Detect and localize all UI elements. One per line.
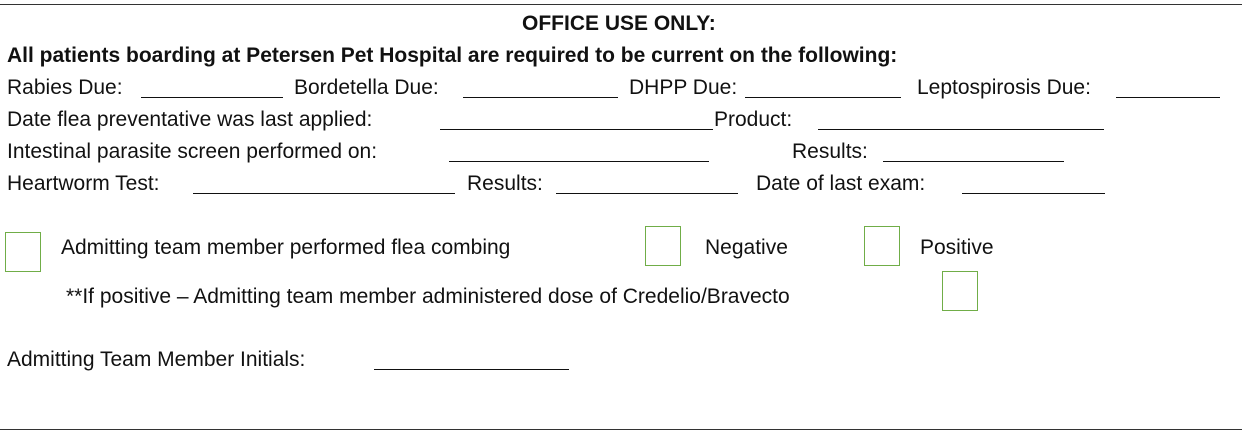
last-exam-label: Date of last exam: [756, 172, 926, 195]
initials-field[interactable] [374, 369, 569, 370]
parasite-results-label: Results: [792, 140, 868, 163]
parasite-results-field[interactable] [883, 161, 1064, 162]
top-border [0, 4, 1242, 5]
dhpp-due-field[interactable] [745, 97, 901, 98]
heartworm-results-label: Results: [467, 172, 543, 195]
flea-date-field[interactable] [440, 129, 713, 130]
bottom-border [0, 429, 1242, 430]
rabies-due-field[interactable] [141, 97, 283, 98]
flea-combing-label: Admitting team member performed flea combing [61, 236, 511, 259]
last-exam-field[interactable] [962, 193, 1105, 194]
flea-date-label: Date flea preventative was last applied: [7, 108, 373, 131]
dhpp-label: DHPP Due: [629, 76, 738, 99]
negative-label: Negative [705, 236, 788, 259]
flea-combing-checkbox[interactable] [5, 232, 41, 272]
positive-checkbox[interactable] [864, 226, 900, 266]
parasite-screen-field[interactable] [449, 161, 709, 162]
bordetella-label: Bordetella Due: [294, 76, 439, 99]
rabies-label: Rabies Due: [7, 76, 123, 99]
initials-label: Admitting Team Member Initials: [7, 348, 306, 371]
dose-administered-checkbox[interactable] [942, 271, 978, 311]
parasite-screen-label: Intestinal parasite screen performed on: [7, 140, 378, 163]
dose-administered-label: **If positive – Admitting team member administered dose of Credelio/Bravecto [66, 285, 790, 308]
negative-checkbox[interactable] [645, 226, 681, 266]
bordetella-due-field[interactable] [463, 97, 618, 98]
positive-label: Positive [920, 236, 994, 259]
heartworm-results-field[interactable] [556, 193, 738, 194]
leptospirosis-due-field[interactable] [1116, 97, 1220, 98]
heartworm-label: Heartworm Test: [7, 172, 160, 195]
leptospirosis-label: Leptospirosis Due: [917, 76, 1091, 99]
requirement-statement: All patients boarding at Petersen Pet Hospital are required to be current on the following: [7, 44, 898, 67]
heartworm-field[interactable] [193, 193, 455, 194]
product-label: Product: [714, 108, 793, 131]
product-field[interactable] [818, 129, 1104, 130]
office-use-heading: OFFICE USE ONLY: [522, 12, 716, 35]
